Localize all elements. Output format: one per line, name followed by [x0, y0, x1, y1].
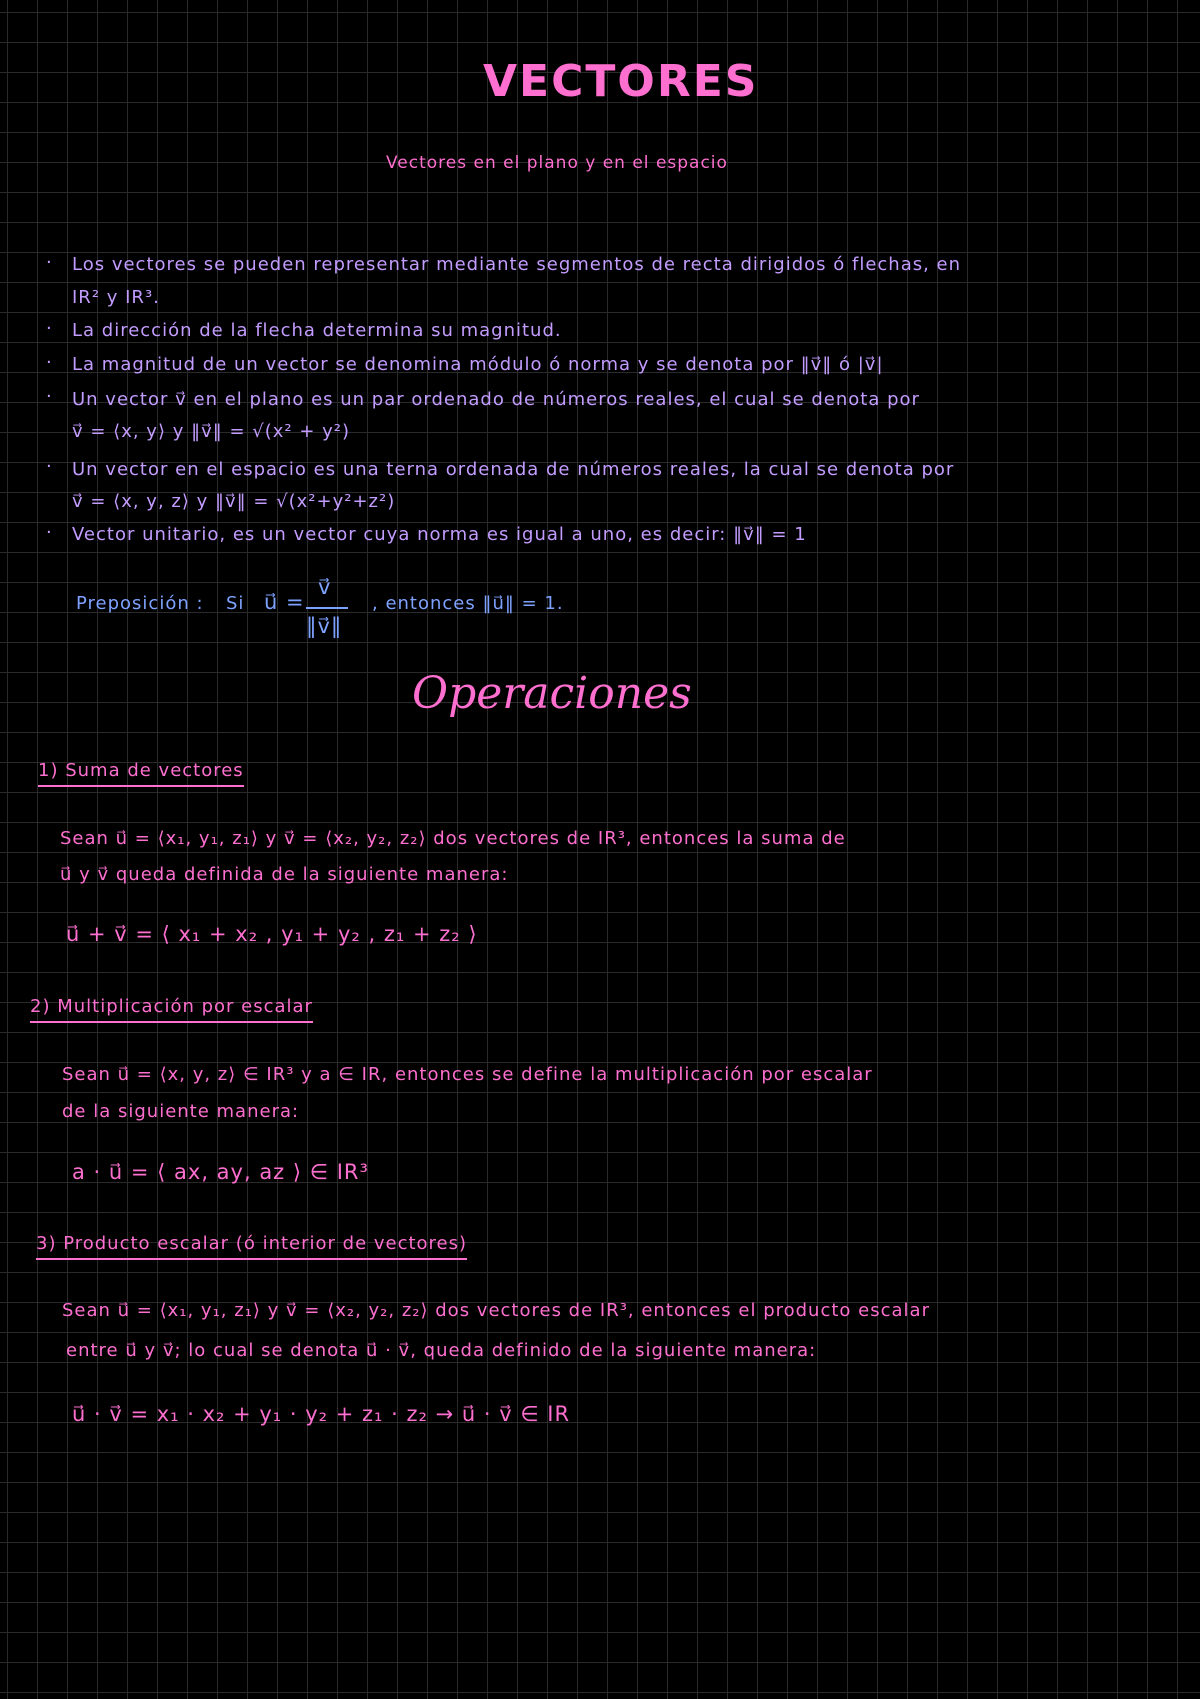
operations-title: Operaciones — [412, 668, 692, 719]
section-line-2: u⃗ y v⃗ queda definida de la siguiente manera: — [60, 864, 509, 885]
bullet-dot-icon: · — [46, 522, 52, 543]
bullet-1-line-2: IR² y IR³. — [72, 287, 160, 308]
bullet-4-line-1: Un vector v⃗ en el plano es un par ordenado de números reales, el cual se denota por — [72, 389, 920, 410]
section-formula: u⃗ + v⃗ = ⟨ x₁ + x₂ , y₁ + y₂ , z₁ + z₂ ⟩ — [66, 922, 478, 946]
section-line-2: de la siguiente manera: — [62, 1101, 300, 1122]
section-formula: a · u⃗ = ⟨ ax, ay, az ⟩ ∈ IR³ — [72, 1160, 369, 1184]
bullet-dot-icon: · — [46, 386, 52, 407]
page-title: VECTORES — [483, 56, 759, 107]
bullet-dot-icon: · — [46, 352, 52, 373]
bullet-2-line-1: La dirección de la flecha determina su magnitud. — [72, 320, 562, 341]
bullet-dot-icon: · — [46, 252, 52, 273]
bullet-6-line-1: Vector unitario, es un vector cuya norma es igual a uno, es decir: ‖v⃗‖ = 1 — [72, 524, 807, 545]
proposition-si: Si — [226, 593, 245, 614]
bullet-5-line-2: v⃗ = ⟨x, y, z⟩ y ‖v⃗‖ = √(x²+y²+z²) — [72, 491, 396, 512]
bullet-4-line-2: v⃗ = ⟨x, y⟩ y ‖v⃗‖ = √(x² + y²) — [72, 421, 351, 442]
proposition-denominator: ‖v⃗‖ — [306, 614, 343, 638]
bullet-3-line-1: La magnitud de un vector se denomina módulo ó norma y se denota por ‖v⃗‖ ó |v⃗| — [72, 354, 884, 375]
section-line-1: Sean u⃗ = ⟨x₁, y₁, z₁⟩ y v⃗ = ⟨x₂, y₂, z₂⟩ dos vectores de IR³, entonces la suma de — [60, 828, 846, 849]
proposition-lhs: u⃗ = — [264, 590, 305, 614]
bullet-dot-icon: · — [46, 456, 52, 477]
section-heading: 3) Producto escalar (ó interior de vectores) — [36, 1233, 467, 1260]
bullet-5-line-1: Un vector en el espacio es una terna ordenada de números reales, la cual se denota por — [72, 459, 955, 480]
section-heading: 2) Multiplicación por escalar — [30, 996, 313, 1023]
section-heading: 1) Suma de vectores — [38, 760, 244, 787]
fraction-bar — [306, 607, 348, 609]
bullet-dot-icon: · — [46, 318, 52, 339]
page-subtitle: Vectores en el plano y en el espacio — [386, 153, 728, 173]
proposition-label: Preposición : — [76, 593, 204, 614]
bullet-1-line-1: Los vectores se pueden representar mediante segmentos de recta dirigidos ó flechas, en — [72, 254, 962, 275]
section-line-1: Sean u⃗ = ⟨x₁, y₁, z₁⟩ y v⃗ = ⟨x₂, y₂, z₂⟩ dos vectores de IR³, entonces el producto escalar — [62, 1300, 930, 1321]
proposition-rest: , entonces ‖u⃗‖ = 1. — [372, 593, 564, 614]
section-formula: u⃗ · v⃗ = x₁ · x₂ + y₁ · y₂ + z₁ · z₂ → u⃗ · v⃗ ∈ IR — [72, 1402, 571, 1426]
section-line-2: entre u⃗ y v⃗; lo cual se denota u⃗ · v⃗, queda definido de la siguiente manera: — [66, 1340, 817, 1361]
proposition-numerator: v⃗ — [318, 575, 332, 599]
section-line-1: Sean u⃗ = ⟨x, y, z⟩ ∈ IR³ y a ∈ IR, entonces se define la multiplicación por escalar — [62, 1064, 873, 1085]
